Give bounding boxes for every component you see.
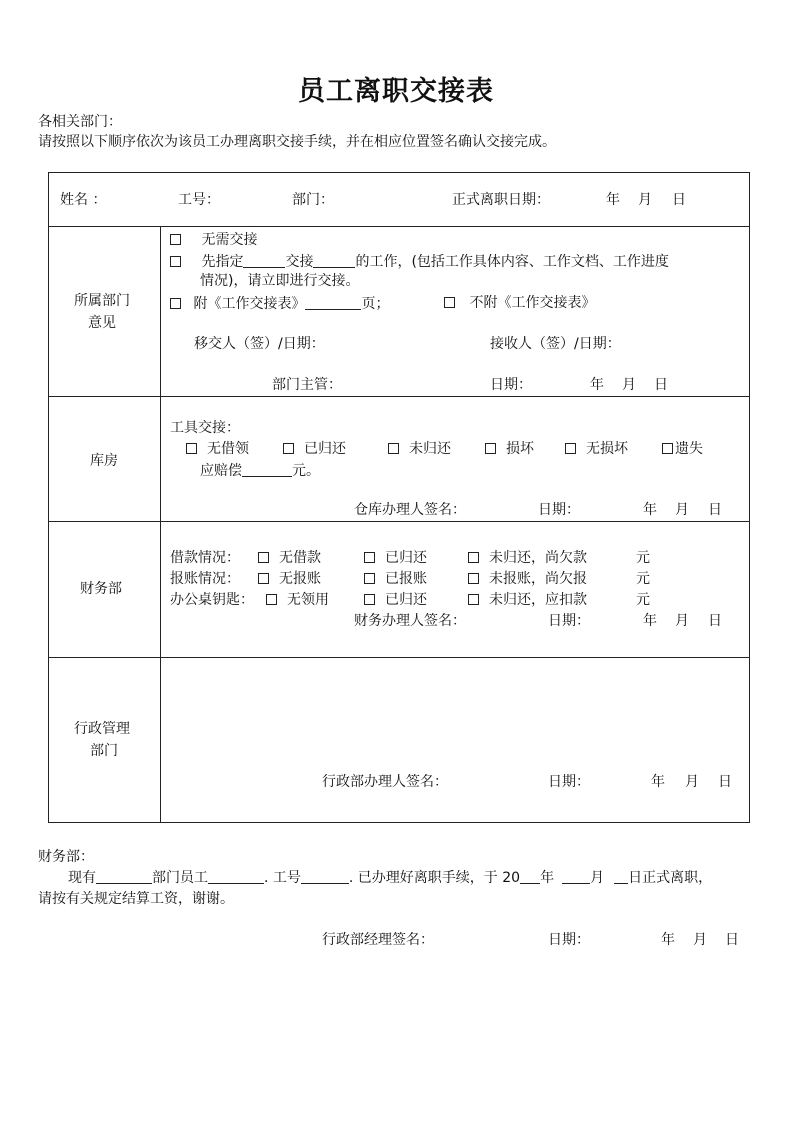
department-label: 部门： — [292, 192, 334, 208]
reimbursed-label: 已报账 — [385, 571, 427, 587]
section-label-admin-1: 行政管理 — [74, 721, 130, 737]
damaged-label: 损坏 — [506, 441, 534, 457]
receiver-sign: 接收人（签）/日期： — [490, 336, 621, 352]
no-reimburse-checkbox[interactable] — [258, 573, 269, 584]
reimburse-status-label: 报账情况： — [170, 571, 240, 587]
notice-recipient: 财务部： — [38, 849, 94, 865]
month-label: 月 — [675, 613, 689, 629]
yuan-label: 元 — [636, 550, 650, 566]
attach-checkbox[interactable] — [170, 298, 181, 309]
page-title: 员工离职交接表 — [298, 76, 494, 107]
loan-status-label: 借款情况： — [170, 550, 240, 566]
notice-year-blank[interactable] — [520, 870, 540, 884]
notice-year: 年 — [540, 870, 555, 886]
supervisor-date-label: 日期： — [490, 377, 532, 393]
no-attach-checkbox[interactable] — [444, 297, 455, 308]
reimburse-outstanding-checkbox[interactable] — [468, 573, 479, 584]
notice-month: 月 — [590, 870, 605, 886]
loan-returned-checkbox[interactable] — [364, 552, 375, 563]
no-loan-label: 无借款 — [279, 550, 321, 566]
key-not-received-label: 无领用 — [287, 592, 329, 608]
notice-emp-name-blank[interactable] — [208, 870, 264, 884]
year-label: 年 — [606, 192, 620, 208]
manager-date-label: 日期： — [548, 932, 590, 948]
compensate-amount-blank[interactable] — [242, 463, 292, 477]
warehouse-signer-label: 仓库办理人签名： — [354, 502, 466, 518]
section-label-dept-2: 意见 — [88, 315, 116, 331]
designate-checkbox[interactable] — [170, 256, 181, 267]
reimbursed-checkbox[interactable] — [364, 573, 375, 584]
lost-label: 遗失 — [675, 441, 703, 457]
month-label: 月 — [675, 502, 689, 518]
lost-checkbox[interactable] — [662, 443, 673, 454]
returned-checkbox[interactable] — [283, 443, 294, 454]
year-label: 年 — [643, 613, 657, 629]
no-loan-checkbox[interactable] — [258, 552, 269, 563]
yuan-label: 元 — [636, 592, 650, 608]
no-borrow-checkbox[interactable] — [186, 443, 197, 454]
day-label: 日 — [708, 613, 722, 629]
notice-emp-no: . 工号 — [264, 870, 301, 886]
no-attach-label: 不附《工作交接表》 — [469, 295, 596, 311]
employee-number-label: 工号： — [178, 192, 220, 208]
handover-word: 交接 — [285, 254, 314, 270]
month-label: 月 — [638, 192, 652, 208]
day-label: 日 — [718, 774, 732, 790]
work-description-cont: 情况)，请立即进行交接。 — [200, 273, 360, 289]
warehouse-date-label: 日期： — [538, 502, 580, 518]
year-label: 年 — [643, 502, 657, 518]
day-label: 日 — [672, 192, 686, 208]
section-label-finance: 财务部 — [80, 581, 122, 597]
notice-emp-no-blank[interactable] — [301, 870, 349, 884]
section-label-warehouse: 库房 — [90, 453, 118, 469]
notice-dept-blank[interactable] — [96, 870, 152, 884]
loan-outstanding-label: 未归还，尚欠款 — [489, 550, 587, 566]
section-label-dept-1: 所属部门 — [74, 293, 130, 309]
transferor-sign: 移交人（签）/日期： — [194, 336, 325, 352]
day-label: 日 — [654, 377, 668, 393]
undamaged-checkbox[interactable] — [565, 443, 576, 454]
notice-settle: 请按有关规定结算工资，谢谢。 — [38, 891, 234, 907]
designee-blank[interactable] — [243, 254, 285, 268]
not-returned-checkbox[interactable] — [388, 443, 399, 454]
notice-day-text: 日正式离职， — [628, 870, 713, 886]
day-label: 日 — [725, 932, 739, 948]
month-label: 月 — [685, 774, 699, 790]
month-label: 月 — [693, 932, 707, 948]
tools-handover-label: 工具交接： — [170, 420, 240, 436]
key-deduct-label: 未归还，应扣款 — [489, 592, 587, 608]
admin-date-label: 日期： — [548, 774, 590, 790]
key-not-received-checkbox[interactable] — [266, 594, 277, 605]
intro-instruction: 请按照以下顺序依次为该员工办理离职交接手续，并在相应位置签名确认交接完成。 — [38, 134, 556, 150]
key-returned-checkbox[interactable] — [364, 594, 375, 605]
no-handover-checkbox[interactable] — [170, 234, 181, 245]
undamaged-label: 无损坏 — [586, 441, 628, 457]
year-label: 年 — [590, 377, 604, 393]
finance-signer-label: 财务办理人签名： — [354, 613, 466, 629]
key-deduct-checkbox[interactable] — [468, 594, 479, 605]
reimburse-outstanding-label: 未报账，尚欠报 — [489, 571, 587, 587]
handover-task-blank[interactable] — [313, 254, 355, 268]
resign-date-label: 正式离职日期： — [452, 192, 550, 208]
intro-greeting: 各相关部门： — [38, 114, 122, 130]
year-label: 年 — [651, 774, 665, 790]
no-borrow-label: 无借领 — [207, 441, 249, 457]
loan-returned-label: 已归还 — [385, 550, 427, 566]
day-label: 日 — [708, 502, 722, 518]
supervisor-label: 部门主管： — [272, 377, 342, 393]
not-returned-label: 未归还 — [409, 441, 451, 457]
month-label: 月 — [622, 377, 636, 393]
returned-label: 已归还 — [304, 441, 346, 457]
work-description: 的工作，(包括工作具体内容、工作文档、工作进度 — [355, 254, 669, 270]
designate-label: 先指定 — [201, 254, 244, 270]
notice-done: . 已办理好离职手续，于 20 — [348, 870, 521, 886]
name-label: 姓名 ： — [60, 192, 107, 208]
no-reimburse-label: 无报账 — [279, 571, 321, 587]
no-handover-label: 无需交接 — [201, 232, 258, 248]
attach-label: 附《工作交接表》 — [193, 296, 306, 312]
admin-signer-label: 行政部办理人签名： — [322, 774, 448, 790]
section-label-admin-2: 部门 — [90, 743, 118, 759]
yuan-label: 元 — [636, 571, 650, 587]
admin-manager-sign-label: 行政部经理签名： — [322, 932, 434, 948]
loan-outstanding-checkbox[interactable] — [468, 552, 479, 563]
desk-key-label: 办公桌钥匙： — [170, 592, 254, 608]
notice-day-blank[interactable] — [614, 870, 628, 884]
year-label: 年 — [661, 932, 675, 948]
finance-date-label: 日期： — [548, 613, 590, 629]
key-returned-label: 已归还 — [385, 592, 427, 608]
pages-blank[interactable] — [305, 296, 361, 310]
notice-dept-emp: 部门员工 — [152, 870, 208, 886]
yuan-label: 元。 — [292, 463, 320, 479]
compensate-label: 应赔偿 — [200, 463, 242, 479]
pages-label: 页； — [361, 296, 390, 312]
notice-now: 现有 — [68, 870, 96, 886]
damaged-checkbox[interactable] — [485, 443, 496, 454]
notice-month-blank[interactable] — [562, 870, 590, 884]
